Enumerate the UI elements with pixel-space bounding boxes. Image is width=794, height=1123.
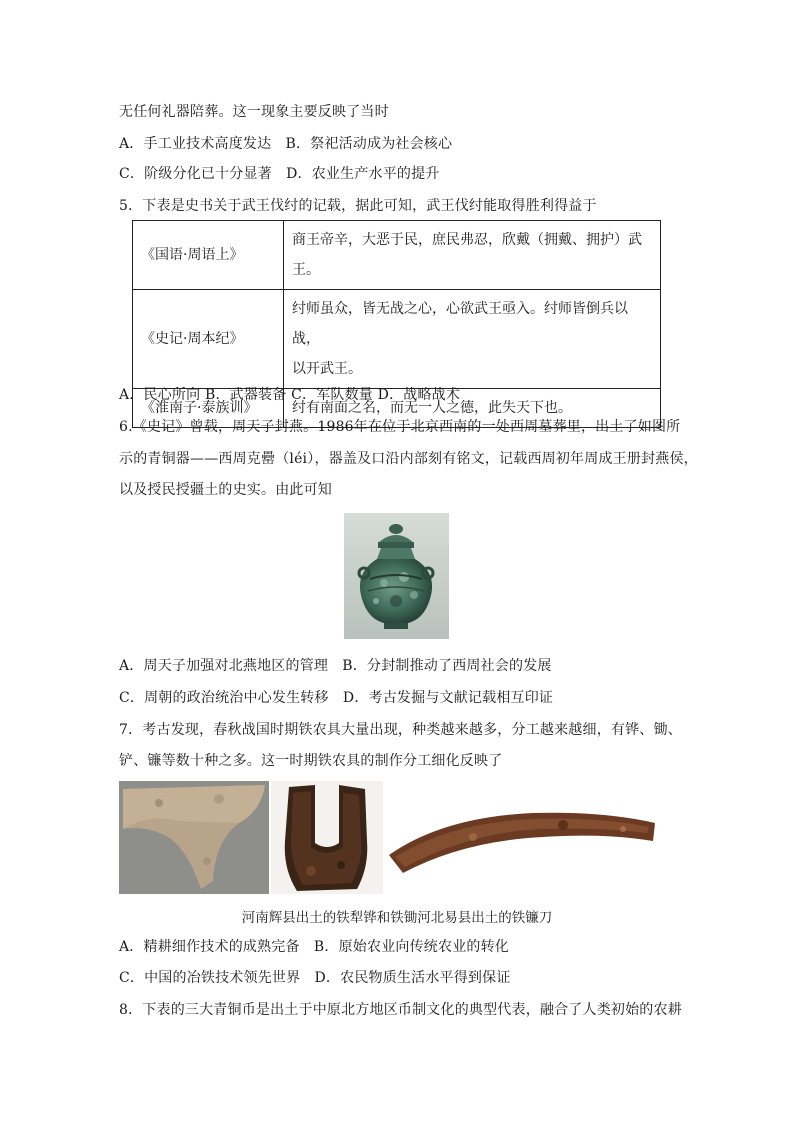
- question-4-options-cd: C．阶级分化已十分显著 D．农业生产水平的提升: [119, 166, 440, 182]
- iron-sickle-image: [383, 781, 663, 894]
- question-7-options-ab: A．精耕细作技术的成熟完备 B．原始农业向传统农业的转化: [119, 939, 509, 955]
- table-source-cell: 《淮南子·泰族训》: [133, 389, 284, 428]
- question-6-options-cd: C．周朝的政治统治中心发生转移 D．考古发掘与文献记载相互印证: [119, 690, 554, 706]
- table-row: [133, 290, 661, 389]
- question-7-stem-line2: 铲、镰等数十种之多。这一时期铁农具的制作分工细化反映了: [119, 753, 503, 769]
- table-source-cell: 《国语·周语上》: [133, 221, 284, 290]
- table-text-line: 以开武王。: [292, 361, 362, 377]
- question-6-stem-line3: 以及授民授疆土的史实。由此可知: [119, 482, 332, 498]
- table-text-line: 纣师虽众，皆无战之心，心欲武王亟入。纣师皆倒兵以战，: [292, 301, 628, 347]
- table-text-line: 商王帝辛，大恶于民，庶民弗忍，欣戴（拥戴、拥护）武王。: [292, 232, 642, 278]
- question-8-stem: 8．下表的三大青铜币是出土于中原北方地区币制文化的典型代表，融合了人类初始的农耕: [119, 1002, 682, 1018]
- question-7-options-cd: C．中国的冶铁技术领先世界 D．农民物质生活水平得到保证: [119, 970, 511, 986]
- figure-caption: 河南辉县出土的铁犁铧和铁锄河北易县出土的铁镰刀: [241, 910, 553, 926]
- iron-hoe-image: [271, 781, 383, 894]
- table-row: [133, 221, 661, 290]
- question-4-options-ab: A．手工业技术高度发达 B．祭祀活动成为社会核心: [119, 136, 453, 152]
- iron-plough-share-image: [119, 781, 269, 894]
- question-6-stem-line1: 6.《史记》曾载，周天子封燕。1986年在位于北京西南的一处西周墓葬里，出土了如图所: [119, 419, 681, 435]
- question-5-stem: 5．下表是史书关于武王伐纣的记载，据此可知，武王伐纣能取得胜利得益于: [119, 198, 597, 214]
- bronze-lei-vessel-image: [344, 513, 449, 639]
- question-6-stem-line2: 示的青铜器——西周克罍（léi），器盖及口沿内部刻有铭文，记载西周初年周成王册封燕侯，: [119, 451, 698, 467]
- table-text-line: 纣有南面之名，而无一人之德，此失天下也。: [292, 400, 572, 416]
- table-source-cell: 《史记·周本纪》: [133, 290, 284, 389]
- question-7-stem-line1: 7．考古发现，春秋战国时期铁农具大量出现，种类越来越多，分工越来越细，有铧、锄、: [119, 722, 682, 738]
- question-4-stem-tail: 无任何礼器陪葬。这一现象主要反映了当时: [119, 104, 389, 120]
- question-6-options-ab: A．周天子加强对北燕地区的管理 B．分封制推动了西周社会的发展: [119, 658, 552, 674]
- question-5-options: A．民心所向 B．武器装备 C．军队数量 D．战略战术: [119, 387, 461, 403]
- table-text-cell: [284, 221, 661, 290]
- table-text-cell: [284, 290, 661, 389]
